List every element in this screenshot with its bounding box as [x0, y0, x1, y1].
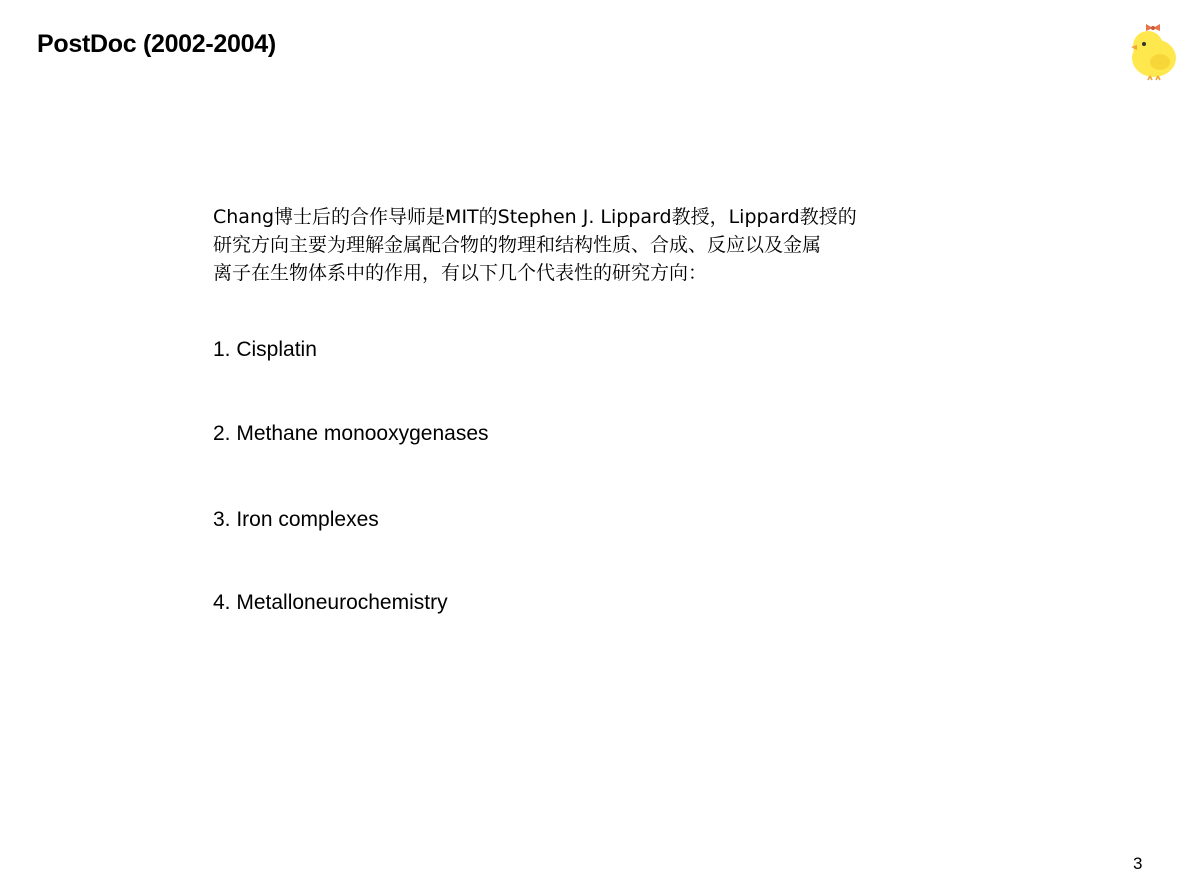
intro-line: Chang博士后的合作导师是MIT的Stephen J. Lippard教授，Lippard教授的 — [213, 206, 857, 228]
topic-item-methane-monooxygenases: 2. Methane monooxygenases — [213, 422, 489, 445]
topic-item-iron-complexes: 3. Iron complexes — [213, 508, 379, 531]
topic-item-cisplatin: 1. Cisplatin — [213, 338, 317, 361]
slide-title: PostDoc (2002-2004) — [37, 30, 276, 58]
page-number: 3 — [1133, 854, 1143, 873]
intro-line: 离子在生物体系中的作用，有以下几个代表性的研究方向： — [213, 262, 708, 284]
intro-line: 研究方向主要为理解金属配合物的物理和结构性质、合成、反应以及金属 — [213, 234, 822, 256]
intro-paragraph — [213, 203, 983, 287]
topic-item-metalloneurochemistry: 4. Metalloneurochemistry — [213, 591, 448, 614]
chick-icon — [1124, 18, 1182, 82]
